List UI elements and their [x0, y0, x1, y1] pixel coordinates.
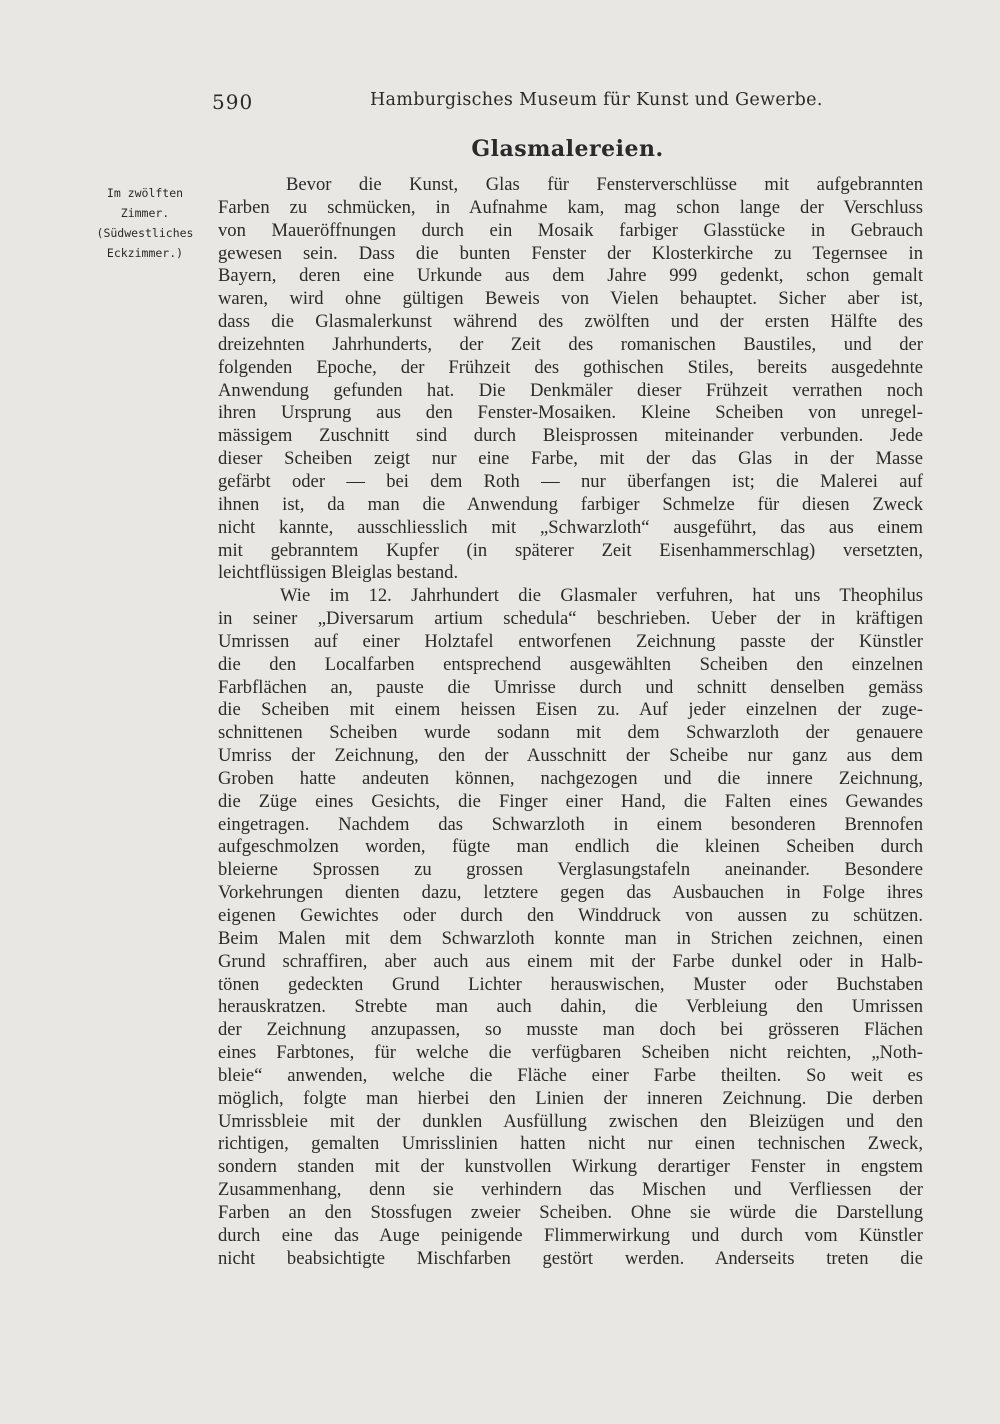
text-line: Vorkehrungen dienten dazu, letztere gegen das Ausbauchen in Folge ihres: [218, 882, 923, 904]
text-line: schnittenen Scheiben wurde sodann mit dem Schwarzloth der genauere: [218, 722, 923, 744]
margin-note-line: (Südwestliches: [96, 226, 194, 240]
text-line: Beim Malen mit dem Schwarzloth konnte man in Strichen zeichnen, einen: [218, 927, 923, 949]
text-line: Zusammenhang, denn sie verhindern das Mischen und Verfliessen der: [218, 1179, 923, 1201]
text-line: mit gebranntem Kupfer (in späterer Zeit Eisenhammerschlag) versetzten,: [218, 539, 923, 561]
text-line: sondern standen mit der kunstvollen Wirkung derartiger Fenster in engstem: [218, 1156, 923, 1178]
margin-note: [84, 183, 206, 263]
text-line: gefärbt oder — bei dem Roth — nur überfangen ist; die Malerei auf: [218, 470, 923, 492]
text-line: Farben an den Stossfugen zweier Scheiben. Ohne sie würde die Darstellung: [218, 1201, 923, 1223]
text-line: Grund schraffiren, aber auch aus einem mit der Farbe dunkel oder in Halb-: [218, 950, 923, 972]
text-line: bleierne Sprossen zu grossen Verglasungstafeln aneinander. Besondere: [218, 859, 923, 881]
text-line: von Maueröffnungen durch ein Mosaik farbiger Glasstücke in Gebrauch: [218, 219, 923, 241]
text-line: die Züge eines Gesichts, die Finger einer Hand, die Falten eines Gewandes: [218, 790, 923, 812]
text-line: folgenden Epoche, der Frühzeit des gothischen Stiles, bereits ausgedehnte: [218, 356, 923, 378]
text-line: Umrissbleie mit der dunklen Ausfüllung zwischen den Bleizügen und den: [218, 1110, 923, 1132]
text-line: leichtflüssigen Bleiglas bestand.: [218, 562, 459, 584]
text-line: dieser Scheiben zeigt nur eine Farbe, mit der das Glas in der Masse: [218, 448, 923, 470]
text-line: Farben zu schmücken, in Aufnahme kam, mag schon lange der Verschluss: [218, 196, 923, 218]
text-line: nicht beabsichtigte Mischfarben gestört werden. Anderseits treten die: [218, 1247, 923, 1269]
text-line: Anwendung gefunden hat. Die Denkmäler dieser Frühzeit verrathen noch: [218, 379, 923, 401]
text-line: ihnen ist, da man die Anwendung farbiger Schmelze für diesen Zweck: [218, 493, 923, 515]
text-line: eigenen Gewichtes oder durch den Winddruck von aussen zu schützen.: [218, 905, 923, 926]
margin-note-line: Zimmer.: [120, 206, 170, 220]
paragraph-2: [218, 585, 923, 1270]
text-line: die den Localfarben entsprechend ausgewählten Scheiben den einzelnen: [218, 653, 923, 675]
text-line: Bayern, deren eine Urkunde aus dem Jahre 999 gedenkt, schon gemalt: [218, 265, 923, 287]
text-line: Farbflächen an, pauste die Umrisse durch und schnitt denselben gemäss: [218, 676, 923, 698]
text-line: der Zeichnung anzupassen, so musste man doch bei grösseren Flächen: [218, 1019, 923, 1041]
text-line: in seiner „Diversarum artium schedula“ beschrieben. Ueber der in kräftigen: [218, 608, 923, 630]
text-line: eines Farbtones, für welche die verfügbaren Scheiben nicht reichten, „Noth-: [218, 1042, 923, 1064]
text-line: nicht kannte, ausschliesslich mit „Schwarzloth“ ausgeführt, das aus einem: [218, 516, 923, 538]
text-line: bleie“ anwenden, welche die Fläche einer Farbe theilten. So weit es: [218, 1064, 923, 1086]
text-line: möglich, folgte man hierbei den Linien der inneren Zeichnung. Die derben: [218, 1087, 923, 1109]
page-number: 590: [212, 90, 254, 114]
text-line: waren, wird ohne gültigen Beweis von Vielen behauptet. Sicher aber ist,: [218, 288, 923, 310]
margin-note-line: Eckzimmer.): [106, 246, 184, 260]
text-line: mässigem Zuschnitt sind durch Bleisprossen miteinander verbunden. Jede: [218, 425, 923, 447]
text-line: Wie im 12. Jahrhundert die Glasmaler verfuhren, hat uns Theophilus: [280, 585, 923, 607]
text-line: herauskratzen. Strebte man auch dahin, die Verbleiung den Umrissen: [218, 996, 923, 1018]
text-line: dreizehnten Jahrhunderts, der Zeit des romanischen Baustiles, und der: [218, 333, 923, 355]
text-line: Bevor die Kunst, Glas für Fensterverschlüsse mit aufgebrannten: [286, 174, 923, 195]
text-line: tönen gedeckten Grund Lichter herauswischen, Muster oder Buchstaben: [218, 973, 923, 995]
section-title: Glasmalereien.: [471, 136, 664, 162]
margin-note-line: Im zwölften: [106, 186, 184, 200]
text-line: eingetragen. Nachdem das Schwarzloth in einem besonderen Brennofen: [218, 813, 923, 835]
text-line: Umrissen auf einer Holztafel entworfenen Zeichnung passte der Künstler: [218, 630, 923, 652]
body-text: [218, 174, 923, 1271]
text-line: die Scheiben mit einem heissen Eisen zu. Auf jeder einzelnen der zuge-: [218, 699, 923, 721]
text-line: durch eine das Auge peinigende Flimmerwirkung und durch vom Künstler: [218, 1224, 923, 1246]
text-line: aufgeschmolzen worden, fügte man endlich die kleinen Scheiben durch: [218, 836, 923, 858]
text-line: Umriss der Zeichnung, den der Ausschnitt der Scheibe nur ganz aus dem: [218, 745, 923, 767]
paragraph-1: [218, 174, 923, 585]
running-head: Hamburgisches Museum für Kunst und Gewerbe.: [370, 90, 823, 110]
text-line: dass die Glasmalerkunst während des zwölften und der ersten Hälfte des: [218, 311, 923, 333]
text-line: Groben hatte andeuten können, nachgezogen und die innere Zeichnung,: [218, 767, 923, 789]
text-line: richtigen, gemalten Umrisslinien hatten nicht nur einen technischen Zweck,: [218, 1133, 923, 1155]
text-line: ihren Ursprung aus den Fenster-Mosaiken. Kleine Scheiben von unregel-: [218, 402, 923, 424]
text-line: gewesen sein. Dass die bunten Fenster der Klosterkirche zu Tegernsee in: [218, 242, 923, 264]
